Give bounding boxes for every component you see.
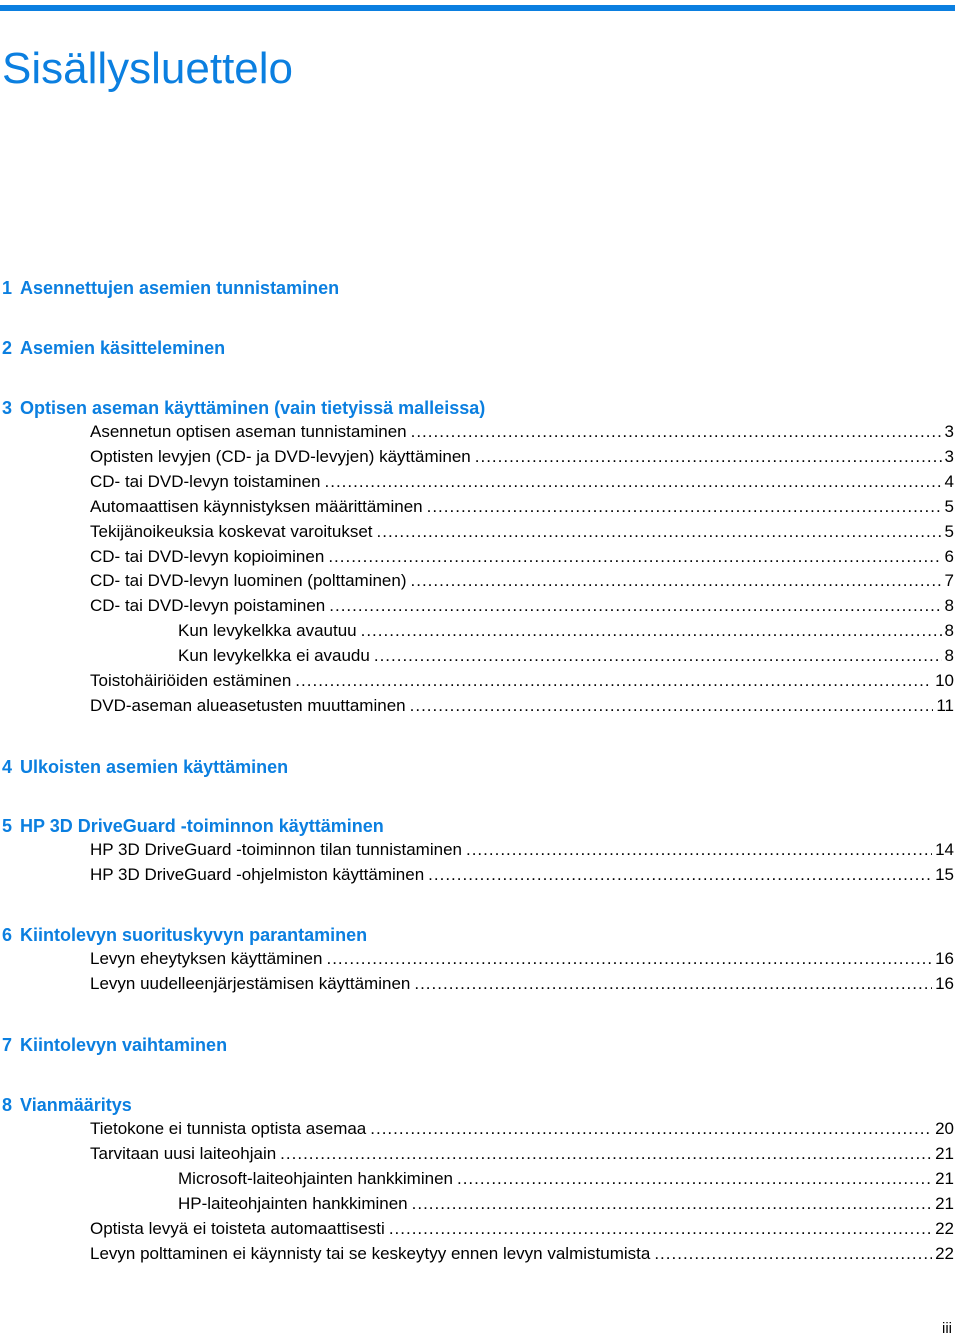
toc-entry-label: Optisten levyjen (CD- ja DVD-levyjen) käyttäminen <box>90 446 471 466</box>
toc-entry[interactable] <box>90 973 954 995</box>
toc-entry[interactable] <box>178 1193 954 1215</box>
dot-leader <box>428 864 932 886</box>
toc-entry-label: Microsoft-laiteohjainten hankkiminen <box>178 1168 453 1188</box>
chapter-number: 7 <box>2 1035 13 1055</box>
toc-entry[interactable] <box>90 839 954 861</box>
dot-leader <box>427 496 942 518</box>
chapter-title: Asennettujen asemien tunnistaminen <box>20 278 340 298</box>
toc-entry-label: Levyn eheytyksen käyttäminen <box>90 949 323 968</box>
dot-leader <box>325 471 942 493</box>
toc-entry-page: 5 <box>944 521 954 541</box>
dot-leader <box>361 620 942 642</box>
toc-entry[interactable] <box>90 496 954 518</box>
toc-entry-page: 16 <box>935 973 954 993</box>
toc-entry-label: Tarvitaan uusi laiteohjain <box>90 1143 277 1163</box>
toc-entry-page: 8 <box>944 646 954 666</box>
dot-leader <box>389 1218 932 1240</box>
toc-entry-page: 16 <box>935 949 954 968</box>
toc-entry-label: DVD-aseman alueasetusten muuttaminen <box>90 695 406 715</box>
chapter-title: Kiintolevyn suorituskyvyn parantaminen <box>20 925 368 945</box>
chapter-number: 8 <box>2 1095 13 1115</box>
toc-entry-label: Tietokone ei tunnista optista asemaa <box>90 1119 367 1138</box>
dot-leader <box>412 1193 932 1215</box>
toc-entry-label: CD- tai DVD-levyn luominen (polttaminen) <box>90 571 407 591</box>
toc-entry-page: 3 <box>944 446 954 466</box>
dot-leader <box>654 1243 932 1265</box>
dot-leader <box>414 973 932 995</box>
chapter-title: Kiintolevyn vaihtaminen <box>20 1035 228 1055</box>
toc-entry[interactable] <box>90 446 954 468</box>
chapter-number: 4 <box>2 757 13 777</box>
toc-entry[interactable] <box>90 471 954 493</box>
toc-entry[interactable] <box>90 1143 954 1165</box>
toc-entry-label: CD- tai DVD-levyn toistaminen <box>90 471 321 491</box>
toc-entry[interactable] <box>90 1218 954 1240</box>
toc-entry-label: Kun levykelkka avautuu <box>178 621 357 641</box>
toc-entry[interactable] <box>90 1243 954 1265</box>
page-number: iii <box>942 1320 952 1337</box>
toc-entry[interactable] <box>90 695 954 717</box>
toc-entry-label: Toistohäiriöiden estäminen <box>90 671 292 690</box>
toc-entry-page: 8 <box>944 621 954 641</box>
toc-entry-label: Tekijänoikeuksia koskevat varoitukset <box>90 521 373 541</box>
dot-leader <box>295 670 932 692</box>
chapter-number: 3 <box>2 398 13 418</box>
chapter-title: Optisen aseman käyttäminen (vain tietyissä malleissa) <box>20 398 486 418</box>
toc-chapter-3[interactable] <box>2 397 485 419</box>
toc-entry[interactable] <box>178 620 954 642</box>
toc-entry-page: 6 <box>944 546 954 566</box>
toc-chapter-8[interactable] <box>2 1094 132 1116</box>
toc-entry-page: 21 <box>935 1193 954 1213</box>
toc-entry-page: 7 <box>944 571 954 591</box>
toc-entry[interactable] <box>90 595 954 617</box>
toc-entry[interactable] <box>90 570 954 592</box>
chapter-title: HP 3D DriveGuard -toiminnon käyttäminen <box>20 816 384 836</box>
dot-leader <box>329 595 941 617</box>
chapter-number: 1 <box>2 278 13 298</box>
toc-entry-page: 5 <box>944 496 954 516</box>
toc-entry-page: 20 <box>935 1119 954 1138</box>
toc-chapter-5[interactable] <box>2 815 384 837</box>
toc-entry-label: Kun levykelkka ei avaudu <box>178 646 370 666</box>
toc-entry-page: 22 <box>935 1218 954 1238</box>
toc-entry[interactable] <box>90 546 954 568</box>
toc-entry-page: 3 <box>944 422 954 441</box>
dot-leader <box>328 546 941 568</box>
toc-entry-page: 11 <box>936 695 954 715</box>
toc-entry[interactable] <box>90 521 954 543</box>
toc-entry-label: HP 3D DriveGuard -toiminnon tilan tunnistaminen <box>90 840 462 859</box>
chapter-title: Vianmääritys <box>20 1095 132 1115</box>
dot-leader <box>280 1143 932 1165</box>
toc-entry-label: CD- tai DVD-levyn kopioiminen <box>90 546 325 566</box>
toc-entry-label: Automaattisen käynnistyksen määrittäminen <box>90 496 423 516</box>
toc-chapter-2[interactable] <box>2 337 225 359</box>
dot-leader <box>457 1168 932 1190</box>
header-rule <box>0 5 955 11</box>
dot-leader <box>466 839 932 861</box>
toc-chapter-4[interactable] <box>2 756 288 778</box>
toc-entry[interactable] <box>90 864 954 886</box>
toc-chapter-1[interactable] <box>2 277 339 299</box>
toc-entry-label: HP-laiteohjainten hankkiminen <box>178 1193 408 1213</box>
toc-entry-page: 21 <box>935 1143 954 1163</box>
toc-entry-page: 15 <box>935 864 954 884</box>
toc-entry[interactable] <box>178 645 954 667</box>
toc-entry-label: Optista levyä ei toisteta automaattisesti <box>90 1218 385 1238</box>
dot-leader <box>370 1118 932 1140</box>
toc-entry-page: 21 <box>935 1168 954 1188</box>
dot-leader <box>326 948 932 970</box>
toc-entry-page: 10 <box>935 671 954 690</box>
chapter-title: Ulkoisten asemien käyttäminen <box>20 757 289 777</box>
chapter-number: 2 <box>2 338 13 358</box>
toc-entry-page: 8 <box>944 596 954 616</box>
toc-chapter-7[interactable] <box>2 1034 227 1056</box>
toc-entry-label: HP 3D DriveGuard -ohjelmiston käyttäminen <box>90 864 425 884</box>
toc-entry-label: CD- tai DVD-levyn poistaminen <box>90 596 326 616</box>
page-title: Sisällysluettelo <box>2 44 294 94</box>
toc-chapter-6[interactable] <box>2 924 367 946</box>
dot-leader <box>410 695 934 717</box>
toc-entry[interactable] <box>90 421 954 443</box>
toc-entry-label: Levyn uudelleenjärjestämisen käyttäminen <box>90 973 411 993</box>
dot-leader <box>377 521 942 543</box>
toc-entry-label: Asennetun optisen aseman tunnistaminen <box>90 422 407 441</box>
dot-leader <box>411 421 942 443</box>
toc-entry[interactable] <box>178 1168 954 1190</box>
dot-leader <box>475 446 942 468</box>
toc-entry[interactable] <box>90 670 954 692</box>
chapter-number: 5 <box>2 816 13 836</box>
toc-entry-page: 14 <box>935 840 954 859</box>
dot-leader <box>374 645 942 667</box>
toc-entry[interactable] <box>90 1118 954 1140</box>
toc-entry-label: Levyn polttaminen ei käynnisty tai se keskeytyy ennen levyn valmistumista <box>90 1243 651 1263</box>
toc-entry[interactable] <box>90 948 954 970</box>
toc-entry-page: 4 <box>944 471 954 491</box>
toc-entry-page: 22 <box>935 1243 954 1263</box>
chapter-title: Asemien käsitteleminen <box>20 338 226 358</box>
dot-leader <box>411 570 942 592</box>
chapter-number: 6 <box>2 925 13 945</box>
